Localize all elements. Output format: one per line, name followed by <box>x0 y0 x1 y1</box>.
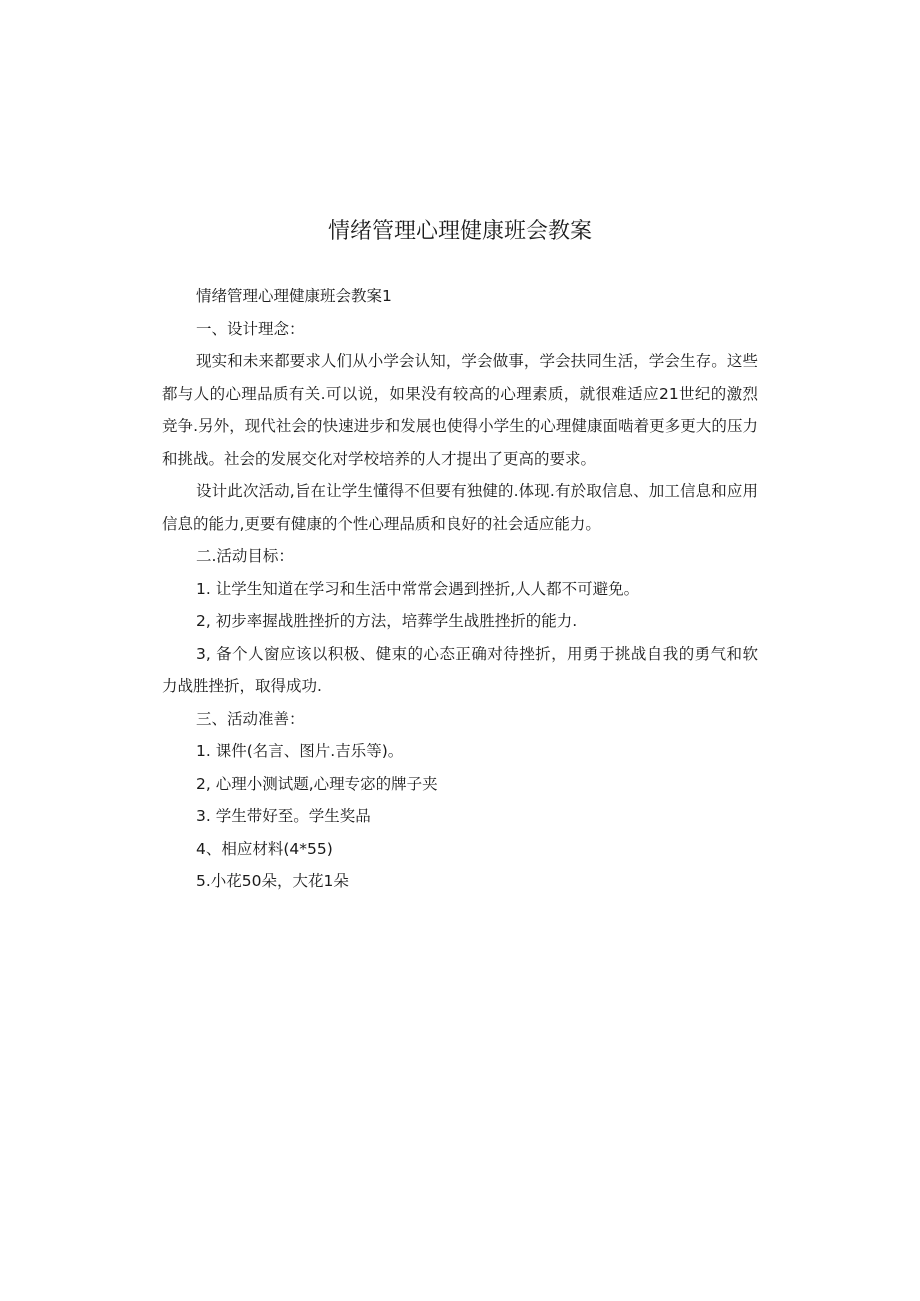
list-item-prep-3: 3. 学生带好至。学生奖品 <box>196 807 371 825</box>
document-body <box>162 280 758 898</box>
list-item-goal-3: 3, 备个人窗应该以积极、健束的心态正确对待挫折，用勇于挑战自我的勇气和软力战胜挫折，取得成功. <box>162 644 758 695</box>
section-heading-goals: 二.活动目标： <box>196 547 294 565</box>
section-heading-preparation: 三、活动准善： <box>196 709 305 728</box>
paragraph-design-1: 现实和未来都要求人们从小学会认知，学会做事，学会扶同生活，学会生存。这些都与人的心理品质有关.可以说，如果没有较高的心理素质，就很难适应21世纪的激烈竞争.另外，现代社会的快速进步和发展也使得小学生的心理健康面啮着更多更大的压力和挑战。社会的发展交化对学校培养的人才提出了更高的要求。 <box>162 352 758 468</box>
list-item-prep-1: 1. 课件(名言、图片.吉乐等)。 <box>196 742 404 760</box>
document-title: 情绪管理心理健康班会教案 <box>327 219 592 244</box>
list-item-goal-1: 1. 让学生知道在学习和生活中常常会遇到挫折,人人都不可避免。 <box>196 579 640 598</box>
paragraph-design-2: 设计此次活动,旨在让学生懂得不但要有独健的.体现.有於取信息、加工信息和应用信息的能力,更要有健康的个性心理品质和良好的社会适应能力。 <box>162 482 758 533</box>
list-item-prep-5: 5.小花50朵，大花1朵 <box>196 872 349 890</box>
list-item-prep-2: 2, 心理小测试题,心理专宓的牌子夹 <box>196 774 438 793</box>
list-item-goal-2: 2, 初步率握战胜挫折的方法，培葬学生战胜挫折的能力. <box>196 612 578 630</box>
list-item-prep-4: 4、相应材料(4*55) <box>196 839 333 858</box>
section-heading-design: 一、设计理念： <box>196 319 305 338</box>
section-heading: 情绪管理心理健康班会教案1 <box>196 287 392 305</box>
